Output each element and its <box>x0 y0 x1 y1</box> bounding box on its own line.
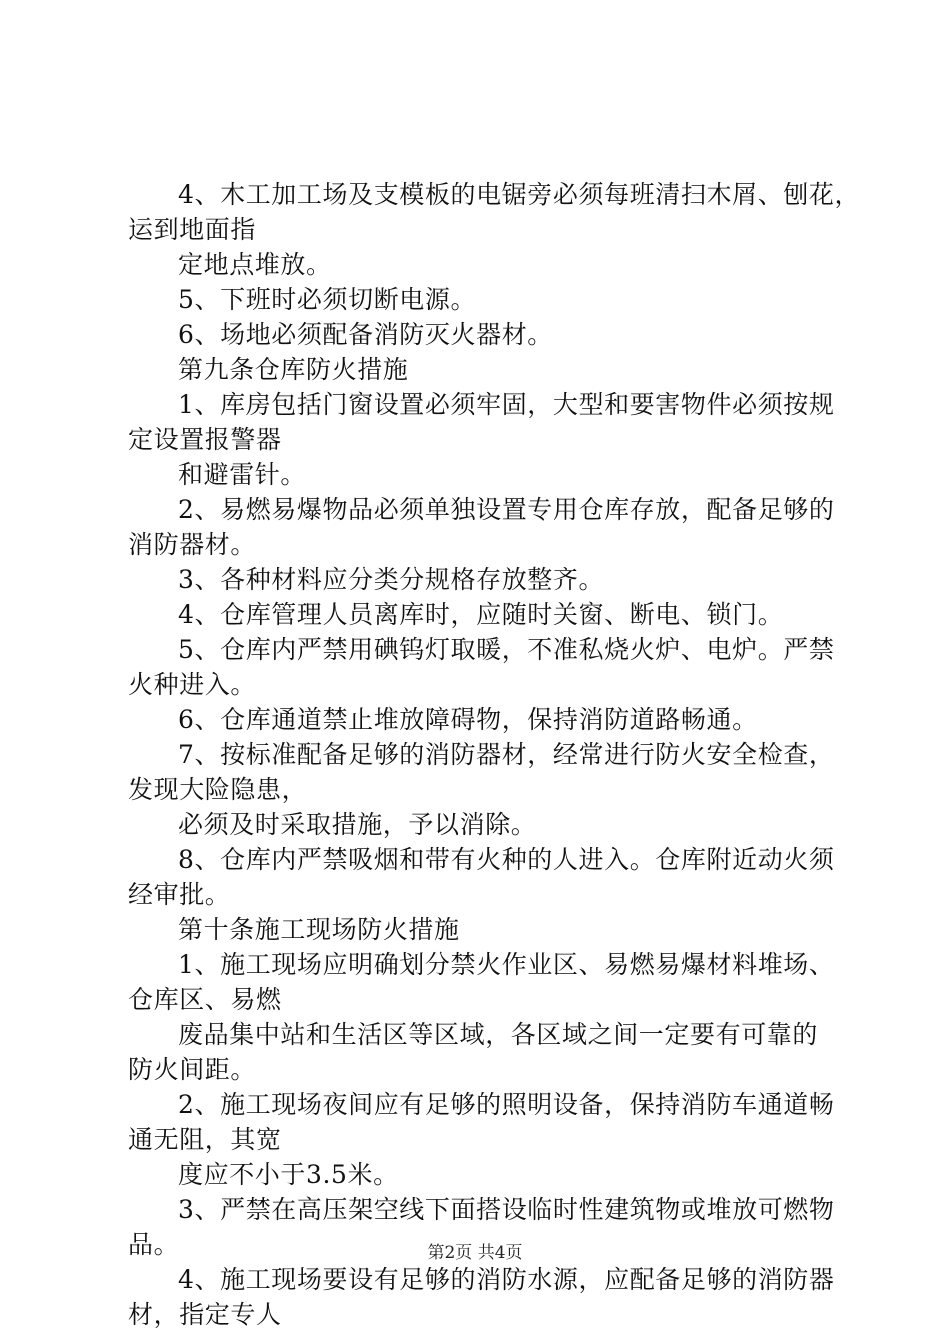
text-line: 材，指定专人 <box>128 1300 282 1329</box>
page-footer: 第2页 共4页 <box>427 1243 523 1263</box>
text-line: 1、施工现场应明确划分禁火作业区、易燃易爆材料堆场、 <box>178 950 835 979</box>
text-line: 4、施工现场要设有足够的消防水源，应配备足够的消防器 <box>178 1265 835 1294</box>
text-line: 3、各种材料应分类分规格存放整齐。 <box>178 565 605 594</box>
text-line: 防火间距。 <box>128 1055 257 1084</box>
text-line: 8、仓库内严禁吸烟和带有火种的人进入。仓库附近动火须 <box>178 845 835 874</box>
text-line: 5、仓库内严禁用碘钨灯取暖，不准私烧火炉、电炉。严禁 <box>178 635 835 664</box>
text-line: 4、仓库管理人员离库时，应随时关窗、断电、锁门。 <box>178 600 784 629</box>
text-line: 1、库房包括门窗设置必须牢固，大型和要害物件必须按规 <box>178 390 835 419</box>
text-line: 6、场地必须配备消防灭火器材。 <box>178 320 553 349</box>
text-line: 运到地面指 <box>128 215 257 244</box>
text-line: 2、易燃易爆物品必须单独设置专用仓库存放，配备足够的 <box>178 495 835 524</box>
text-line: 仓库区、易燃 <box>128 985 282 1014</box>
text-line: 消防器材。 <box>128 530 257 559</box>
text-line: 定地点堆放。 <box>178 250 332 279</box>
text-line: 3、严禁在高压架空线下面搭设临时性建筑物或堆放可燃物 <box>178 1195 835 1224</box>
document-body <box>128 177 861 1332</box>
text-line: 第十条施工现场防火措施 <box>178 915 460 944</box>
text-line: 品。 <box>128 1230 180 1259</box>
text-line: 2、施工现场夜间应有足够的照明设备，保持消防车通道畅 <box>178 1090 835 1119</box>
text-line: 7、按标准配备足够的消防器材，经常进行防火安全检查， <box>178 740 835 769</box>
text-line: 和避雷针。 <box>178 460 307 489</box>
text-line: 经审批。 <box>128 880 231 909</box>
text-line: 定设置报警器 <box>128 425 282 454</box>
text-line: 废品集中站和生活区等区域，各区域之间一定要有可靠的 <box>178 1020 819 1049</box>
text-line: 第九条仓库防火措施 <box>178 355 409 384</box>
text-line: 火种进入。 <box>128 670 257 699</box>
text-line: 通无阻，其宽 <box>128 1125 282 1154</box>
text-line: 5、下班时必须切断电源。 <box>178 285 477 314</box>
text-line: 度应不小于3.5米。 <box>178 1160 399 1189</box>
text-line: 必须及时采取措施，予以消除。 <box>178 810 537 839</box>
text-line: 6、仓库通道禁止堆放障碍物，保持消防道路畅通。 <box>178 705 758 734</box>
text-line: 发现大险隐患， <box>128 775 308 804</box>
text-line: 4、木工加工场及支模板的电锯旁必须每班清扫木屑、刨花， <box>178 180 861 209</box>
